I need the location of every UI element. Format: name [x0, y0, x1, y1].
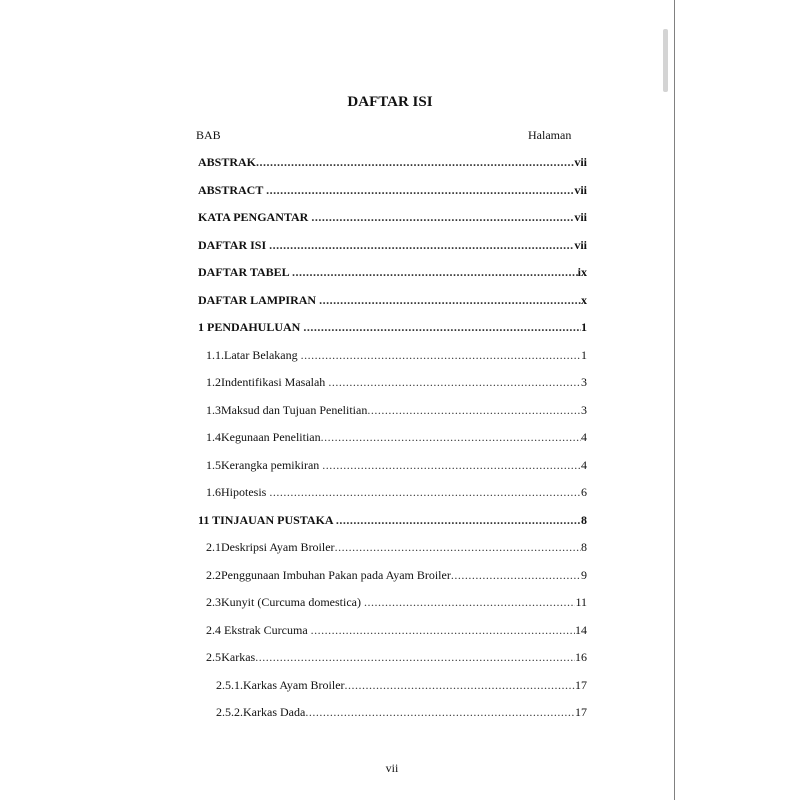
toc-entry-label: Karkas Ayam Broiler [243, 677, 345, 692]
dot-leader [336, 513, 581, 528]
dot-leader [256, 155, 574, 170]
toc-entry-label: Kunyit (Curcuma domestica) [221, 595, 364, 609]
toc-entry-number: 1.6 [206, 485, 221, 499]
dot-leader [311, 623, 575, 638]
toc-entry[interactable] [198, 513, 587, 529]
toc-entry-page: 17 [575, 677, 587, 692]
toc-entry-label: Deskripsi Ayam Broiler [221, 540, 335, 554]
toc-entry[interactable] [206, 485, 587, 501]
dot-leader [319, 293, 581, 308]
dot-leader [255, 650, 575, 665]
toc-entry[interactable] [198, 155, 587, 171]
toc-entry-label: DAFTAR ISI [198, 237, 270, 252]
toc-entry-number: 1.1. [206, 347, 224, 362]
toc-entry-page: 6 [581, 485, 587, 499]
toc-entry-label: Hipotesis [221, 485, 270, 499]
toc-entry-page: 8 [581, 512, 587, 527]
toc-entry[interactable] [216, 678, 587, 694]
toc-entry[interactable] [206, 595, 587, 611]
toc-entry-page: vii [574, 237, 587, 252]
toc-entry[interactable] [198, 293, 587, 309]
toc-entry[interactable] [206, 430, 587, 446]
toc-entry-number: 2.5 [206, 650, 221, 664]
toc-entry-label: Kegunaan Penelitian [221, 430, 321, 444]
toc-entry-page: x [581, 292, 587, 307]
toc-entry[interactable] [206, 403, 587, 419]
toc-entry[interactable] [206, 623, 587, 639]
dot-leader [364, 595, 575, 610]
dot-leader [269, 485, 581, 500]
toc-entry-page: 8 [581, 540, 587, 554]
toc-entry-label: Indentifikasi Masalah [221, 375, 329, 389]
dot-leader [305, 705, 575, 720]
toc-entry[interactable] [206, 650, 587, 666]
toc-entry[interactable] [198, 183, 587, 199]
dot-leader [292, 265, 578, 280]
toc-entry[interactable] [198, 238, 587, 254]
column-header-halaman: Halaman [528, 128, 572, 142]
dot-leader [451, 568, 581, 583]
toc-entry-label: ABSTRACT [198, 182, 267, 197]
toc-entry-number: 2.2 [206, 567, 221, 582]
dot-leader [266, 183, 574, 198]
dot-leader [345, 678, 575, 693]
toc-entry-page: 3 [581, 375, 587, 389]
dot-leader [322, 458, 581, 473]
toc-entry-number: 2.1 [206, 540, 221, 554]
toc-entry-number: 1.5 [206, 457, 221, 472]
toc-entry-page: 4 [581, 430, 587, 444]
page-title: DAFTAR ISI [347, 94, 433, 110]
dot-leader [301, 348, 581, 363]
toc-entry[interactable] [206, 540, 587, 556]
toc-entry-page: vii [574, 210, 587, 224]
toc-entry-label: 1 PENDAHULUAN [198, 320, 304, 334]
toc-entry-number: 1.4 [206, 430, 221, 444]
toc-entry-number: 1.2 [206, 375, 221, 389]
toc-entry-label: DAFTAR TABEL [198, 265, 293, 279]
toc-entry-page: 14 [575, 622, 587, 637]
toc-entry-page: 17 [575, 705, 587, 719]
toc-entry-page: 11 [575, 595, 587, 609]
column-header-bab: BAB [196, 128, 221, 142]
toc-entry-label: KATA PENGANTAR [198, 210, 312, 224]
toc-entry-label: Latar Belakang [224, 347, 301, 362]
toc-entry-label: ABSTRAK [198, 155, 257, 169]
dot-leader [269, 238, 574, 253]
toc-entry-page: 1 [581, 320, 587, 334]
toc-entry[interactable] [206, 375, 587, 391]
toc-entry-page: vii [574, 182, 587, 197]
toc-entry[interactable] [206, 348, 587, 364]
toc-entry-label: DAFTAR LAMPIRAN [198, 292, 320, 307]
dot-leader [303, 320, 581, 335]
dot-leader [335, 540, 581, 555]
dot-leader [328, 375, 581, 390]
toc-entry[interactable] [198, 210, 587, 226]
toc-entry[interactable] [206, 458, 587, 474]
toc-entry-label: Penggunaan Imbuhan Pakan pada Ayam Broiler [221, 567, 451, 582]
dot-leader [367, 403, 581, 418]
toc-entry-label: Ekstrak Curcuma [221, 622, 311, 637]
toc-entry-page: 3 [581, 402, 587, 417]
toc-entry-label: 11 TINJAUAN PUSTAKA [198, 512, 336, 527]
toc-entry[interactable] [216, 705, 587, 721]
toc-entry-number: 2.5.2. [216, 705, 243, 719]
window-divider [674, 0, 675, 800]
toc-entry-number: 2.4 [206, 622, 221, 637]
toc-entry-label: Kerangka pemikiran [221, 457, 323, 472]
toc-entry-page: 1 [581, 347, 587, 362]
toc-entry[interactable] [206, 568, 587, 584]
toc-entry-label: Karkas [221, 650, 256, 664]
toc-entry-page: vii [574, 155, 587, 169]
toc-entry-number: 2.5.1. [216, 677, 243, 692]
dot-leader [321, 430, 581, 445]
toc-entry-page: 9 [581, 567, 587, 582]
dot-leader [311, 210, 574, 225]
page-number: vii [385, 761, 399, 775]
toc-entry-page: 4 [581, 457, 587, 472]
scrollbar[interactable] [663, 29, 668, 92]
toc-entry-page: ix [577, 265, 587, 279]
toc-entry-page: 16 [575, 650, 587, 664]
toc-entry[interactable] [198, 265, 587, 281]
toc-entry[interactable] [198, 320, 587, 336]
toc-entry-number: 2.3 [206, 595, 221, 609]
toc-entry-label: Karkas Dada [243, 705, 306, 719]
toc-entry-number: 1.3 [206, 402, 221, 417]
toc-entry-label: Maksud dan Tujuan Penelitian [221, 402, 368, 417]
